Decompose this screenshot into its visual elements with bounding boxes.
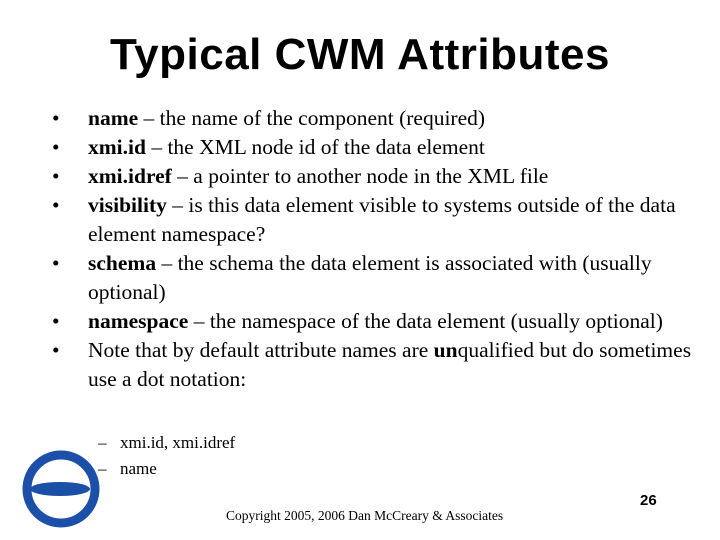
bullet-text: – the schema the data element is associated with (usually optional)	[88, 251, 652, 304]
bullet-term: namespace	[88, 309, 189, 333]
bullet-text: – the name of the component (required)	[138, 106, 486, 130]
bullet-item	[52, 162, 692, 191]
bullet-term: un	[433, 338, 458, 362]
bullet-text: – the XML node id of the data element	[145, 135, 485, 159]
bullet-item	[52, 336, 692, 394]
bullet-item	[52, 307, 692, 336]
company-logo-icon	[20, 448, 102, 530]
page-number: 26	[640, 492, 657, 509]
bullet-term: visibility	[88, 193, 167, 217]
sub-bullet-item: – xmi.id, xmi.idref	[98, 430, 235, 456]
bullet-term: schema	[88, 251, 157, 275]
bullet-item	[52, 191, 692, 249]
sub-bullet-list	[98, 430, 235, 482]
bullet-text: – is this data element visible to systems outside of the data element namespace?	[88, 193, 676, 246]
bullet-list	[52, 104, 692, 394]
copyright-text: Copyright 2005, 2006 Dan McCreary & Associates	[226, 508, 504, 523]
bullet-item	[52, 249, 692, 307]
slide-title: Typical CWM Attributes	[110, 30, 610, 79]
bullet-text: – a pointer to another node in the XML file	[171, 164, 549, 188]
bullet-text: – the namespace of the data element (usually optional)	[188, 309, 663, 333]
bullet-item	[52, 104, 692, 133]
bullet-text: Note that by default attribute names are	[88, 338, 434, 362]
bullet-term: xmi.id	[88, 135, 146, 159]
bullet-term: name	[88, 106, 139, 130]
bullet-item	[52, 133, 692, 162]
bullet-term: xmi.idref	[88, 164, 172, 188]
sub-bullet-item: – name	[98, 456, 235, 482]
bullet-text: qualified but do sometimes use a dot notation:	[88, 338, 692, 391]
